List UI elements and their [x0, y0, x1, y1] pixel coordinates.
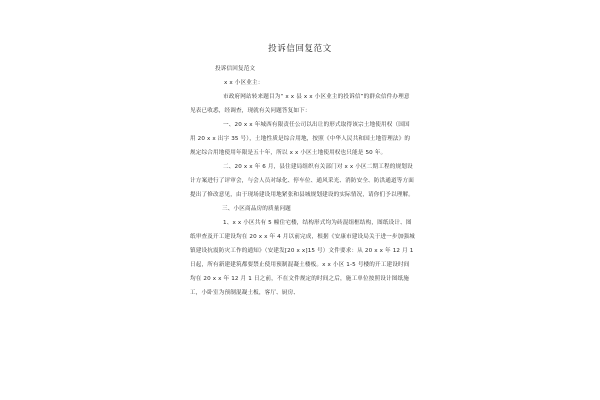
document-title: 投诉信回复范文 [268, 44, 332, 54]
document-body [190, 62, 415, 300]
section-heading: 三、小区商品房的质量问题 [222, 206, 291, 212]
paragraph-item-3-1: 1、x x 小区共有 5 幢住宅楼，结构形式均为砖混组框结构，图纸设计、图纸审查及开工建设均在 20 x x 年 4 月以前完成，根据《安康市建设局关于进一步加强城镇建设抗震防灾工作的通知》（安建发[20 x x]15 号）文件要求：从 20 x x 年 12 月 1 日起，所有新建建筑都要禁止使用预制混凝土楼板。x x 小区 1-5 号楼的开工建设时间均在 20 x x 年 12 月 1 日之前，不在文件规定的时间之后，施工单位按照设计图纸施工，小卧室为预制混凝土板，客厅、厨房、 [190, 220, 416, 296]
intro-paragraph: 市政府网站转来题目为“ x x 县 x x 小区业主的投诉信”的群众信件办理意见表已收悉，经调查，现就有关问题答复如下： [190, 94, 410, 114]
salutation: x x 小区业主： [224, 80, 264, 86]
paragraph-item-2: 二、20 x x 年 6 月，县住建局组织有关部门对 x x 小区二期工程的规划设计方案进行了评审会，与会人员对绿化、停车位、通风采光、消防安全、防洪通道等方面提出了修改意见，由于现场建设用地紧张和县城规划建设的实际情况，请你们予以理解。 [190, 164, 415, 198]
paragraph-item-1: 一、20 x x 年城西有限责任公司以出让的形式取得该宗土地使用权（国国用 20 x x 出字 35 号），土地性质是综合用地，按照《中华人民共和国土地管理法》的规定综合用地使用年限是五十年，所以 x x 小区土地使用权也只能是 50 年。 [190, 122, 411, 156]
document-subtitle: 投诉信回复范文 [215, 66, 256, 72]
